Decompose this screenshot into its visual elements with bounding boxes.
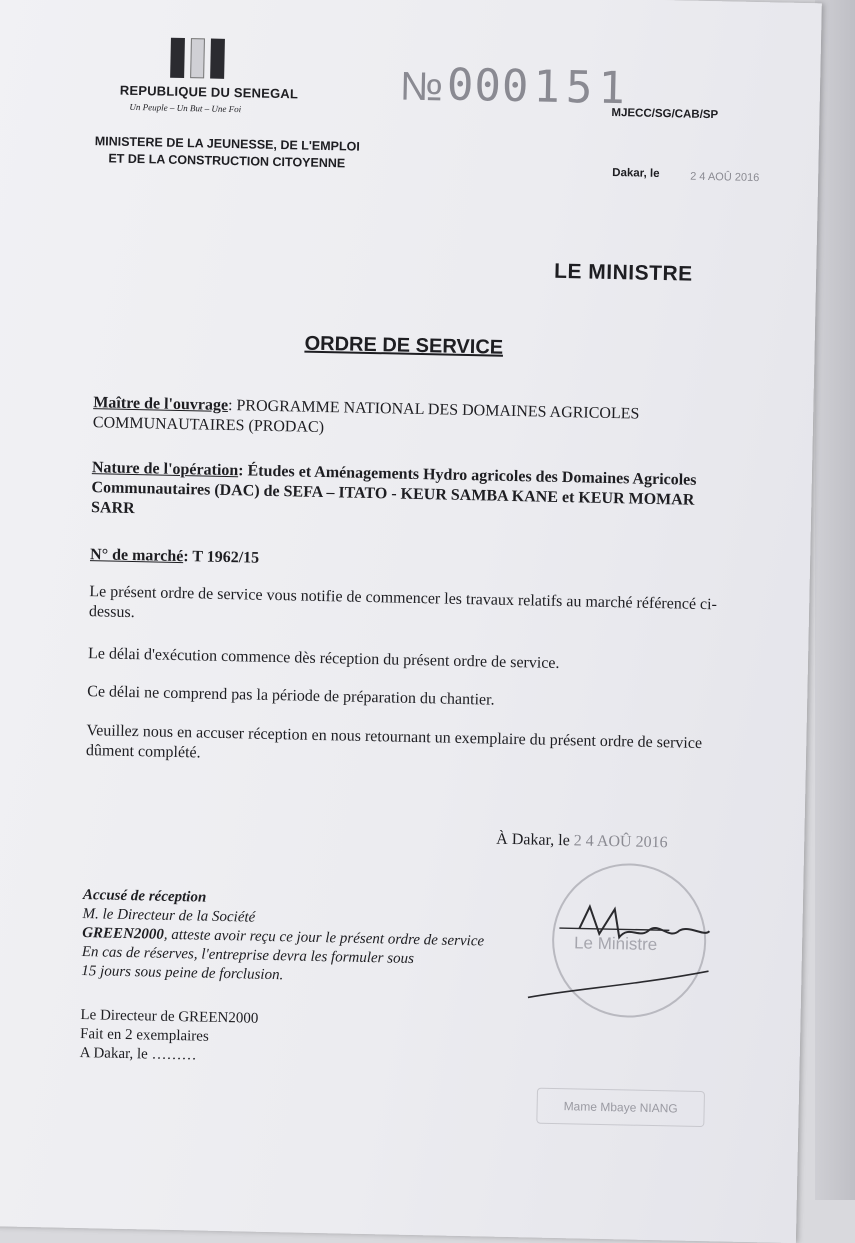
reference-code: MJECC/SG/CAB/SP xyxy=(611,106,719,122)
handwritten-signature-icon xyxy=(518,887,720,1011)
number-prefix: № xyxy=(399,64,444,110)
background-edge xyxy=(815,0,855,1200)
maitre-ouvrage-field xyxy=(93,393,744,447)
national-motto: Un Peuple – Un But – Une Foi xyxy=(129,101,242,115)
ack-line-2-text: , atteste avoir reçu ce jour le présent ordre de service xyxy=(163,926,485,950)
body-paragraph-4: Veuillez nous en accuser réception en nous retournant un exemplaire du présent ordre de service dûment complété. xyxy=(85,722,703,762)
ack-line-3: En cas de réserves, l'entreprise devra les formuler sous xyxy=(81,944,415,968)
ack-line-4: 15 jours sous peine de forclusion. xyxy=(81,963,284,984)
republic-name: REPUBLIQUE DU SENEGAL xyxy=(119,82,299,102)
date-stamp: 2 4 AOÛ 2016 xyxy=(690,170,760,185)
ack-company: GREEN2000 xyxy=(82,925,165,943)
order-number xyxy=(400,59,632,115)
marche-field xyxy=(90,545,259,569)
signature-date xyxy=(496,831,668,853)
director-line-1: Le Directeur de GREEN2000 xyxy=(80,1007,259,1027)
signature-place: À Dakar, le xyxy=(496,830,570,850)
ack-line-1: M. le Directeur de la Société xyxy=(82,906,256,926)
acknowledgement-block xyxy=(81,886,485,989)
date-place-label: Dakar, le xyxy=(612,166,660,180)
director-line-3: A Dakar, le ……… xyxy=(79,1045,197,1064)
marche-label: N° de marché xyxy=(89,546,184,566)
coat-of-arms-icon xyxy=(170,38,229,79)
ministry-line-2: ET DE LA CONSTRUCTION CITOYENNE xyxy=(108,151,346,171)
marche-value: : T 1962/15 xyxy=(183,548,260,567)
document-title: ORDRE DE SERVICE xyxy=(304,332,504,359)
number-suffix: 151 xyxy=(532,61,632,115)
ministry-line-1: MINISTERE DE LA JEUNESSE, DE L'EMPLOI xyxy=(94,134,360,154)
ack-heading: Accusé de réception xyxy=(82,887,207,906)
nature-operation-field xyxy=(91,458,742,532)
body-paragraph-3: Ce délai ne comprend pas la période de préparation du chantier. xyxy=(87,683,495,709)
seal-text: Le Ministre xyxy=(573,933,658,955)
number-digits: 000 xyxy=(446,59,530,113)
body-paragraph-1: Le présent ordre de service vous notifie de commencer les travaux relatifs au marché référencé ci-dessus. xyxy=(88,583,718,622)
nature-label: Nature de l'opération xyxy=(91,459,239,480)
nature-value: : Études et Aménagements Hydro agricoles des Domaines Agricoles Communautaires (DAC) de SEFA – ITATO - KEUR SAMBA KANE et KEUR MOMAR SARR xyxy=(90,462,697,518)
director-block xyxy=(79,1006,258,1067)
maitre-label: Maître de l'ouvrage xyxy=(93,394,229,414)
maitre-value: : PROGRAMME NATIONAL DES DOMAINES AGRICOLES COMMUNAUTAIRES (PRODAC) xyxy=(92,396,640,437)
signature-date-value: 2 4 AOÛ 2016 xyxy=(573,832,668,852)
signatory-header: LE MINISTRE xyxy=(553,259,693,286)
director-line-2: Fait en 2 exemplaires xyxy=(79,1026,209,1045)
body-paragraph-2: Le délai d'exécution commence dès réception du présent ordre de service. xyxy=(87,645,560,672)
signatory-name-stamp: Mame Mbaye NIANG xyxy=(536,1088,705,1128)
